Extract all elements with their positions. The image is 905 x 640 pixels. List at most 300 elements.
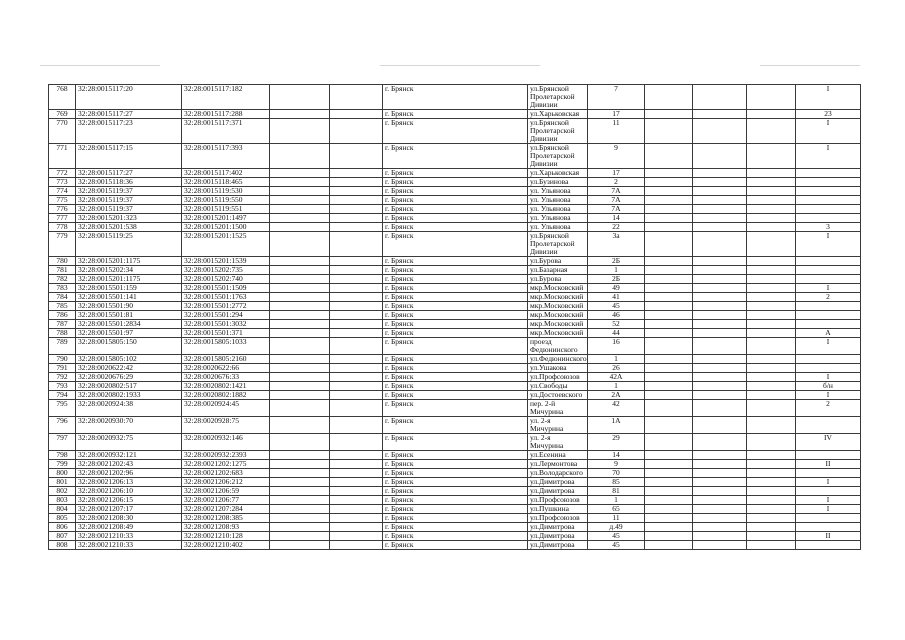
- empty-cell: [645, 232, 693, 257]
- city-cell: г. Брянск: [383, 85, 528, 110]
- empty-cell: [270, 373, 330, 382]
- street-cell: ул.Федюнинского: [528, 355, 588, 364]
- object-cadastral-number: 32:28:0015117:402: [182, 169, 270, 178]
- empty-cell: [645, 187, 693, 196]
- empty-cell: [747, 144, 796, 169]
- cadastral-number: 32:28:0015117:20: [76, 85, 182, 110]
- row-number: 769: [49, 110, 76, 119]
- city-cell: г. Брянск: [383, 257, 528, 266]
- city-cell: г. Брянск: [383, 532, 528, 541]
- empty-cell: [645, 275, 693, 284]
- empty-cell: [330, 417, 383, 434]
- empty-cell: [747, 169, 796, 178]
- table-row: [49, 223, 861, 232]
- empty-cell: [693, 478, 747, 487]
- row-number: 807: [49, 532, 76, 541]
- row-number: 803: [49, 496, 76, 505]
- cadastral-number: 32:28:0015119:25: [76, 232, 182, 257]
- table-row: [49, 284, 861, 293]
- empty-cell: [330, 311, 383, 320]
- row-number: 777: [49, 214, 76, 223]
- cadastral-number: 32:28:0021208:49: [76, 523, 182, 532]
- building-number: 44: [588, 329, 645, 338]
- cadastral-number: 32:28:0020930:70: [76, 417, 182, 434]
- object-cadastral-number: 32:28:0015201:1497: [182, 214, 270, 223]
- empty-cell: [270, 382, 330, 391]
- empty-cell: [330, 460, 383, 469]
- empty-cell: [330, 232, 383, 257]
- empty-cell: [330, 338, 383, 355]
- street-cell: ул. Ульянова: [528, 214, 588, 223]
- empty-cell: [645, 496, 693, 505]
- city-cell: г. Брянск: [383, 338, 528, 355]
- empty-cell: [330, 434, 383, 451]
- empty-cell: [270, 311, 330, 320]
- empty-cell: [645, 541, 693, 550]
- row-number: 802: [49, 487, 76, 496]
- cadastral-number: 32:28:0015202:34: [76, 266, 182, 275]
- empty-cell: [645, 434, 693, 451]
- litera-cell: II: [796, 460, 861, 469]
- empty-cell: [747, 187, 796, 196]
- litera-cell: [796, 523, 861, 532]
- empty-cell: [747, 469, 796, 478]
- empty-cell: [747, 302, 796, 311]
- empty-cell: [747, 478, 796, 487]
- table-row: [49, 391, 861, 400]
- object-cadastral-number: 32:28:0020932:146: [182, 434, 270, 451]
- litera-cell: 2: [796, 293, 861, 302]
- empty-cell: [747, 460, 796, 469]
- row-number: 782: [49, 275, 76, 284]
- street-cell: ул.Профсоюзов: [528, 496, 588, 505]
- row-number: 796: [49, 417, 76, 434]
- empty-cell: [693, 434, 747, 451]
- cadastral-number: 32:28:0015119:37: [76, 187, 182, 196]
- empty-cell: [693, 178, 747, 187]
- building-number: 7: [588, 85, 645, 110]
- object-cadastral-number: 32:28:0015201:1525: [182, 232, 270, 257]
- building-number: 1: [588, 382, 645, 391]
- empty-cell: [693, 329, 747, 338]
- empty-cell: [270, 257, 330, 266]
- table-row: [49, 460, 861, 469]
- row-number: 771: [49, 144, 76, 169]
- table-row: [49, 169, 861, 178]
- city-cell: г. Брянск: [383, 514, 528, 523]
- empty-cell: [693, 505, 747, 514]
- table-row: [49, 514, 861, 523]
- empty-cell: [645, 505, 693, 514]
- empty-cell: [693, 417, 747, 434]
- empty-cell: [330, 302, 383, 311]
- empty-cell: [747, 119, 796, 144]
- table-row: [49, 496, 861, 505]
- building-number: 17: [588, 110, 645, 119]
- city-cell: г. Брянск: [383, 119, 528, 144]
- cadastral-number: 32:28:0020932:121: [76, 451, 182, 460]
- cadastral-number: 32:28:0015201:538: [76, 223, 182, 232]
- empty-cell: [747, 311, 796, 320]
- city-cell: г. Брянск: [383, 417, 528, 434]
- building-number: 7А: [588, 205, 645, 214]
- object-cadastral-number: 32:28:0015501:371: [182, 329, 270, 338]
- cadastral-number: 32:28:0021202:43: [76, 460, 182, 469]
- empty-cell: [645, 382, 693, 391]
- empty-cell: [645, 487, 693, 496]
- city-cell: г. Брянск: [383, 144, 528, 169]
- cadastral-number: 32:28:0015119:37: [76, 205, 182, 214]
- city-cell: г. Брянск: [383, 355, 528, 364]
- litera-cell: [796, 196, 861, 205]
- street-cell: ул.Ушакова: [528, 364, 588, 373]
- object-cadastral-number: 32:28:0015117:393: [182, 144, 270, 169]
- cadastral-number: 32:28:0021206:13: [76, 478, 182, 487]
- row-number: 800: [49, 469, 76, 478]
- street-cell: ул.Профсоюзов: [528, 373, 588, 382]
- litera-cell: 23: [796, 110, 861, 119]
- cadastral-number: 32:28:0020802:1933: [76, 391, 182, 400]
- empty-cell: [645, 302, 693, 311]
- table-row: [49, 451, 861, 460]
- building-number: 1А: [588, 417, 645, 434]
- cadastral-number: 32:28:0020924:38: [76, 400, 182, 417]
- empty-cell: [330, 532, 383, 541]
- empty-cell: [270, 400, 330, 417]
- empty-cell: [693, 311, 747, 320]
- city-cell: г. Брянск: [383, 373, 528, 382]
- cadastral-number: 32:28:0015501:2834: [76, 320, 182, 329]
- table-row: [49, 417, 861, 434]
- cadastral-number: 32:28:0021208:30: [76, 514, 182, 523]
- empty-cell: [747, 514, 796, 523]
- table-row: [49, 469, 861, 478]
- street-cell: ул.Брянской Пролетарской Дивизии: [528, 232, 588, 257]
- empty-cell: [330, 293, 383, 302]
- empty-cell: [270, 110, 330, 119]
- object-cadastral-number: 32:28:0020622:66: [182, 364, 270, 373]
- city-cell: г. Брянск: [383, 496, 528, 505]
- row-number: 806: [49, 523, 76, 532]
- empty-cell: [693, 275, 747, 284]
- empty-cell: [645, 391, 693, 400]
- building-number: 46: [588, 311, 645, 320]
- street-cell: ул. 2-я Мичурина: [528, 417, 588, 434]
- empty-cell: [270, 532, 330, 541]
- empty-cell: [270, 275, 330, 284]
- registry-table: [48, 84, 861, 550]
- empty-cell: [747, 329, 796, 338]
- empty-cell: [747, 496, 796, 505]
- cadastral-number: 32:28:0015201:1175: [76, 257, 182, 266]
- empty-cell: [270, 293, 330, 302]
- empty-cell: [747, 293, 796, 302]
- object-cadastral-number: 32:28:0015501:294: [182, 311, 270, 320]
- empty-cell: [693, 400, 747, 417]
- building-number: 9: [588, 144, 645, 169]
- empty-cell: [645, 417, 693, 434]
- object-cadastral-number: 32:28:0015117:371: [182, 119, 270, 144]
- table-row: [49, 532, 861, 541]
- object-cadastral-number: 32:28:0015501:1763: [182, 293, 270, 302]
- building-number: 2Б: [588, 275, 645, 284]
- empty-cell: [645, 460, 693, 469]
- building-number: 1: [588, 266, 645, 275]
- empty-cell: [747, 338, 796, 355]
- table-row: [49, 329, 861, 338]
- empty-cell: [645, 214, 693, 223]
- empty-cell: [693, 85, 747, 110]
- empty-cell: [693, 469, 747, 478]
- empty-cell: [645, 373, 693, 382]
- building-number: д.49: [588, 523, 645, 532]
- empty-cell: [693, 196, 747, 205]
- object-cadastral-number: 32:28:0021208:385: [182, 514, 270, 523]
- empty-cell: [747, 178, 796, 187]
- empty-cell: [693, 169, 747, 178]
- table-row: [49, 338, 861, 355]
- row-number: 774: [49, 187, 76, 196]
- empty-cell: [330, 478, 383, 487]
- table-row: [49, 232, 861, 257]
- object-cadastral-number: 32:28:0021202:683: [182, 469, 270, 478]
- empty-cell: [747, 434, 796, 451]
- table-row: [49, 119, 861, 144]
- building-number: 70: [588, 469, 645, 478]
- empty-cell: [747, 417, 796, 434]
- street-cell: ул.Базарная: [528, 266, 588, 275]
- empty-cell: [645, 85, 693, 110]
- city-cell: г. Брянск: [383, 214, 528, 223]
- empty-cell: [693, 487, 747, 496]
- table-row: [49, 257, 861, 266]
- litera-cell: [796, 364, 861, 373]
- empty-cell: [693, 532, 747, 541]
- empty-cell: [645, 478, 693, 487]
- table-row: [49, 266, 861, 275]
- empty-cell: [330, 505, 383, 514]
- building-number: 26: [588, 364, 645, 373]
- building-number: 41: [588, 293, 645, 302]
- empty-cell: [747, 266, 796, 275]
- table-row: [49, 541, 861, 550]
- object-cadastral-number: 32:28:0015202:740: [182, 275, 270, 284]
- litera-cell: I: [796, 391, 861, 400]
- cadastral-number: 32:28:0015117:23: [76, 119, 182, 144]
- empty-cell: [747, 532, 796, 541]
- empty-cell: [645, 178, 693, 187]
- table-row: [49, 187, 861, 196]
- city-cell: г. Брянск: [383, 196, 528, 205]
- row-number: 798: [49, 451, 76, 460]
- litera-cell: [796, 257, 861, 266]
- row-number: 776: [49, 205, 76, 214]
- empty-cell: [693, 373, 747, 382]
- empty-cell: [747, 451, 796, 460]
- city-cell: г. Брянск: [383, 178, 528, 187]
- empty-cell: [645, 338, 693, 355]
- table-row: [49, 178, 861, 187]
- litera-cell: I: [796, 284, 861, 293]
- object-cadastral-number: 32:28:0015805:1033: [182, 338, 270, 355]
- litera-cell: I: [796, 505, 861, 514]
- row-number: 779: [49, 232, 76, 257]
- litera-cell: [796, 205, 861, 214]
- empty-cell: [330, 451, 383, 460]
- litera-cell: [796, 417, 861, 434]
- row-number: 780: [49, 257, 76, 266]
- object-cadastral-number: 32:28:0020802:1421: [182, 382, 270, 391]
- empty-cell: [747, 284, 796, 293]
- building-number: 22: [588, 223, 645, 232]
- empty-cell: [747, 541, 796, 550]
- table-row: [49, 400, 861, 417]
- empty-cell: [270, 85, 330, 110]
- empty-cell: [693, 355, 747, 364]
- empty-cell: [747, 205, 796, 214]
- object-cadastral-number: 32:28:0015117:288: [182, 110, 270, 119]
- cadastral-number: 32:28:0021206:15: [76, 496, 182, 505]
- city-cell: г. Брянск: [383, 460, 528, 469]
- object-cadastral-number: 32:28:0015118:465: [182, 178, 270, 187]
- litera-cell: [796, 320, 861, 329]
- building-number: 14: [588, 451, 645, 460]
- empty-cell: [693, 293, 747, 302]
- row-number: 781: [49, 266, 76, 275]
- table-row: [49, 144, 861, 169]
- table-row: [49, 214, 861, 223]
- object-cadastral-number: 32:28:0015119:551: [182, 205, 270, 214]
- litera-cell: [796, 469, 861, 478]
- cadastral-number: 32:28:0015501:81: [76, 311, 182, 320]
- row-number: 795: [49, 400, 76, 417]
- building-number: 49: [588, 284, 645, 293]
- row-number: 785: [49, 302, 76, 311]
- empty-cell: [693, 214, 747, 223]
- empty-cell: [330, 373, 383, 382]
- street-cell: ул.Профсоюзов: [528, 514, 588, 523]
- city-cell: г. Брянск: [383, 223, 528, 232]
- row-number: 770: [49, 119, 76, 144]
- row-number: 799: [49, 460, 76, 469]
- street-cell: ул.Харьковская: [528, 169, 588, 178]
- row-number: 778: [49, 223, 76, 232]
- table-row: [49, 382, 861, 391]
- object-cadastral-number: 32:28:0015501:2772: [182, 302, 270, 311]
- page-header-rule: [40, 65, 160, 66]
- empty-cell: [330, 119, 383, 144]
- cadastral-number: 32:28:0015119:37: [76, 196, 182, 205]
- empty-cell: [270, 487, 330, 496]
- empty-cell: [330, 144, 383, 169]
- empty-cell: [693, 223, 747, 232]
- cadastral-number: 32:28:0021206:10: [76, 487, 182, 496]
- litera-cell: I: [796, 373, 861, 382]
- row-number: 794: [49, 391, 76, 400]
- table-row: [49, 196, 861, 205]
- cadastral-number: 32:28:0015501:141: [76, 293, 182, 302]
- row-number: 768: [49, 85, 76, 110]
- empty-cell: [270, 214, 330, 223]
- empty-cell: [645, 320, 693, 329]
- litera-cell: 2: [796, 400, 861, 417]
- street-cell: проезд Федюнинского: [528, 338, 588, 355]
- city-cell: г. Брянск: [383, 487, 528, 496]
- empty-cell: [270, 144, 330, 169]
- building-number: 1: [588, 496, 645, 505]
- building-number: 11: [588, 119, 645, 144]
- empty-cell: [747, 505, 796, 514]
- empty-cell: [330, 187, 383, 196]
- row-number: 804: [49, 505, 76, 514]
- empty-cell: [330, 196, 383, 205]
- city-cell: г. Брянск: [383, 187, 528, 196]
- street-cell: мкр.Московский: [528, 311, 588, 320]
- street-cell: ул.Димитрова: [528, 532, 588, 541]
- empty-cell: [645, 110, 693, 119]
- street-cell: ул.Есенина: [528, 451, 588, 460]
- city-cell: г. Брянск: [383, 311, 528, 320]
- empty-cell: [693, 205, 747, 214]
- table-row: [49, 487, 861, 496]
- building-number: 85: [588, 478, 645, 487]
- empty-cell: [747, 373, 796, 382]
- city-cell: г. Брянск: [383, 469, 528, 478]
- empty-cell: [747, 110, 796, 119]
- building-number: 11: [588, 514, 645, 523]
- object-cadastral-number: 32:28:0021202:1275: [182, 460, 270, 469]
- empty-cell: [330, 257, 383, 266]
- empty-cell: [645, 311, 693, 320]
- building-number: 1: [588, 355, 645, 364]
- city-cell: г. Брянск: [383, 232, 528, 257]
- city-cell: г. Брянск: [383, 329, 528, 338]
- cadastral-number: 32:28:0020932:75: [76, 434, 182, 451]
- empty-cell: [747, 196, 796, 205]
- building-number: 7А: [588, 196, 645, 205]
- empty-cell: [270, 284, 330, 293]
- street-cell: ул.Бурова: [528, 257, 588, 266]
- empty-cell: [330, 223, 383, 232]
- empty-cell: [270, 119, 330, 144]
- empty-cell: [330, 85, 383, 110]
- street-cell: ул.Свободы: [528, 382, 588, 391]
- object-cadastral-number: 32:28:0021210:402: [182, 541, 270, 550]
- city-cell: г. Брянск: [383, 505, 528, 514]
- litera-cell: I: [796, 144, 861, 169]
- object-cadastral-number: 32:28:0015201:1539: [182, 257, 270, 266]
- table-row: [49, 355, 861, 364]
- city-cell: г. Брянск: [383, 451, 528, 460]
- street-cell: ул.Димитрова: [528, 478, 588, 487]
- empty-cell: [693, 320, 747, 329]
- empty-cell: [693, 266, 747, 275]
- empty-cell: [330, 541, 383, 550]
- city-cell: г. Брянск: [383, 391, 528, 400]
- empty-cell: [645, 514, 693, 523]
- litera-cell: I: [796, 232, 861, 257]
- empty-cell: [330, 320, 383, 329]
- litera-cell: [796, 451, 861, 460]
- street-cell: ул. Ульянова: [528, 223, 588, 232]
- building-number: 7А: [588, 187, 645, 196]
- litera-cell: [796, 266, 861, 275]
- empty-cell: [270, 469, 330, 478]
- litera-cell: [796, 514, 861, 523]
- litera-cell: I: [796, 478, 861, 487]
- empty-cell: [645, 266, 693, 275]
- empty-cell: [747, 364, 796, 373]
